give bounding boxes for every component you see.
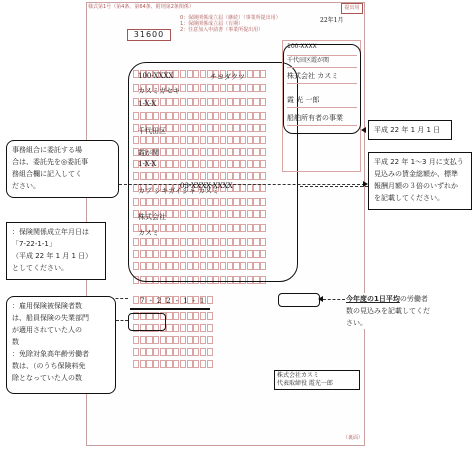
grid-cell	[180, 312, 186, 320]
entry-date-code: 7-22-1-1	[140, 297, 210, 305]
grid-row	[133, 336, 213, 344]
rp-name: 霞 光 一郎	[287, 95, 357, 108]
entry-address-kanji: 千代田区	[138, 127, 166, 135]
wages-leader	[300, 186, 368, 187]
grid-cell	[166, 348, 172, 356]
grid-cell	[180, 348, 186, 356]
seal-line-2: 代表取締役 霞光一郎	[277, 380, 333, 387]
grid-cell	[207, 324, 213, 332]
average-count-box	[278, 293, 320, 307]
grid-cell	[133, 336, 139, 344]
grid-cell	[193, 336, 199, 344]
grid-cell	[166, 324, 172, 332]
average-leader	[323, 299, 345, 300]
date-code-underline	[130, 308, 210, 310]
employees-leader	[116, 320, 128, 321]
grid-row	[133, 360, 213, 368]
entry-kana-address: チヨダクツ	[210, 73, 245, 81]
entry-company-kana: カブ シキガイシャ カスミ	[138, 187, 220, 195]
grid-cell	[160, 336, 166, 344]
grid-cell	[200, 348, 206, 356]
callout-established: ：保険関係成立年月日は 「7-22-1-1」 （平成 22 年 1 月 1 日） としてください。	[6, 222, 106, 280]
grid-cell	[193, 312, 199, 320]
grid-cell	[207, 336, 213, 344]
address-block-highlight	[128, 62, 298, 282]
submission-tag: 提出用	[341, 3, 363, 14]
grid-cell	[200, 312, 206, 320]
form-type-option-1: 1：保険関係成立届（有期）	[180, 21, 244, 27]
grid-cell	[140, 336, 146, 344]
grid-cell	[193, 324, 199, 332]
callout-average: 今年度の1日平均の労働者 数の見込みを記載してくだ さい。	[346, 293, 470, 329]
grid-cell	[146, 336, 152, 344]
grid-cell	[153, 360, 159, 368]
grid-cell	[146, 348, 152, 356]
grid-cell	[180, 324, 186, 332]
arrow-date	[361, 127, 366, 133]
grid-cell	[187, 360, 193, 368]
grid-cell	[166, 312, 172, 320]
callout-employees: ：雇用保険被保険者数 は、船員保険の失業部門 が適用されていた人の 数 ：免除対象高年齢労働者 数は、（のうち保険料免 除となっていた人の数	[6, 296, 116, 394]
form-header-title: 様式第1号（第4条、第64条、附則第2条関係）	[88, 4, 194, 10]
grid-cell	[166, 336, 172, 344]
callout-union: 事務組合に委託する場 合は、委託先を◎委託事 務組合欄に記入してく ださい。	[6, 140, 119, 198]
grid-cell	[187, 336, 193, 344]
grid-row	[133, 348, 213, 356]
form-code-box: 31600	[127, 29, 171, 41]
grid-cell	[180, 360, 186, 368]
rp-company: 株式会社 カスミ	[287, 71, 357, 84]
grid-cell	[153, 348, 159, 356]
callout-date: 平成 22 年 1 月 1 日	[368, 120, 452, 140]
grid-cell	[140, 360, 146, 368]
grid-cell	[173, 324, 179, 332]
employer-panel-highlight	[283, 44, 361, 134]
arrow-union	[363, 181, 368, 187]
employee-count-box	[128, 313, 166, 331]
grid-cell	[140, 348, 146, 356]
form-type-option-0: 0：保険関係成立届（継続）（事業所提出用）	[180, 15, 281, 21]
grid-cell	[207, 360, 213, 368]
bottom-tag: （裏面）	[343, 435, 364, 441]
grid-cell	[187, 348, 193, 356]
grid-cell	[187, 324, 193, 332]
grid-cell	[187, 312, 193, 320]
grid-cell	[173, 348, 179, 356]
entry-company-kanji2: カスミ	[138, 229, 159, 237]
grid-cell	[133, 348, 139, 356]
rp-address1: 100-XXXX	[287, 43, 357, 56]
grid-cell	[193, 348, 199, 356]
grid-cell	[207, 312, 213, 320]
grid-cell	[200, 360, 206, 368]
grid-cell	[146, 360, 152, 368]
grid-cell	[193, 360, 199, 368]
company-seal	[274, 370, 360, 390]
rp-business: 船舶所有者の事業	[287, 113, 357, 126]
grid-cell	[153, 336, 159, 344]
callout-wages: 平成 22 年 1～3 月に支払う 見込みの賃金総額か、標準 報酬月額の３倍のいずれか を記載してください。	[368, 152, 472, 210]
date-top: 22年1月	[320, 17, 344, 24]
grid-cell	[173, 312, 179, 320]
grid-cell	[180, 336, 186, 344]
rp-address2: 千代田区霞が関	[287, 55, 357, 68]
grid-cell	[200, 336, 206, 344]
grid-cell	[207, 348, 213, 356]
grid-cell	[160, 360, 166, 368]
grid-cell	[173, 336, 179, 344]
grid-cell	[133, 296, 139, 304]
grid-cell	[160, 348, 166, 356]
union-leader	[119, 184, 365, 185]
grid-cell	[166, 360, 172, 368]
form-type-option-2: 2：任意加入申請書（事業所提出用）	[180, 27, 264, 33]
entry-postal: 100-XXXX	[138, 72, 174, 80]
entry-chome: 1-X-X	[138, 100, 157, 108]
entry-phone: 03-XXXX-XXXX	[180, 182, 233, 190]
entry-kana-address2: カスミガセキ	[138, 87, 180, 95]
entry-address-kanji2: 霞が関	[138, 149, 159, 157]
entry-banchi: 1-X-X	[138, 160, 157, 168]
grid-cell	[133, 360, 139, 368]
grid-cell	[200, 324, 206, 332]
grid-cell	[173, 360, 179, 368]
seal-line-1: 株式会社カスミ	[277, 372, 320, 379]
entry-company-kanji: 株式会社	[138, 213, 166, 221]
